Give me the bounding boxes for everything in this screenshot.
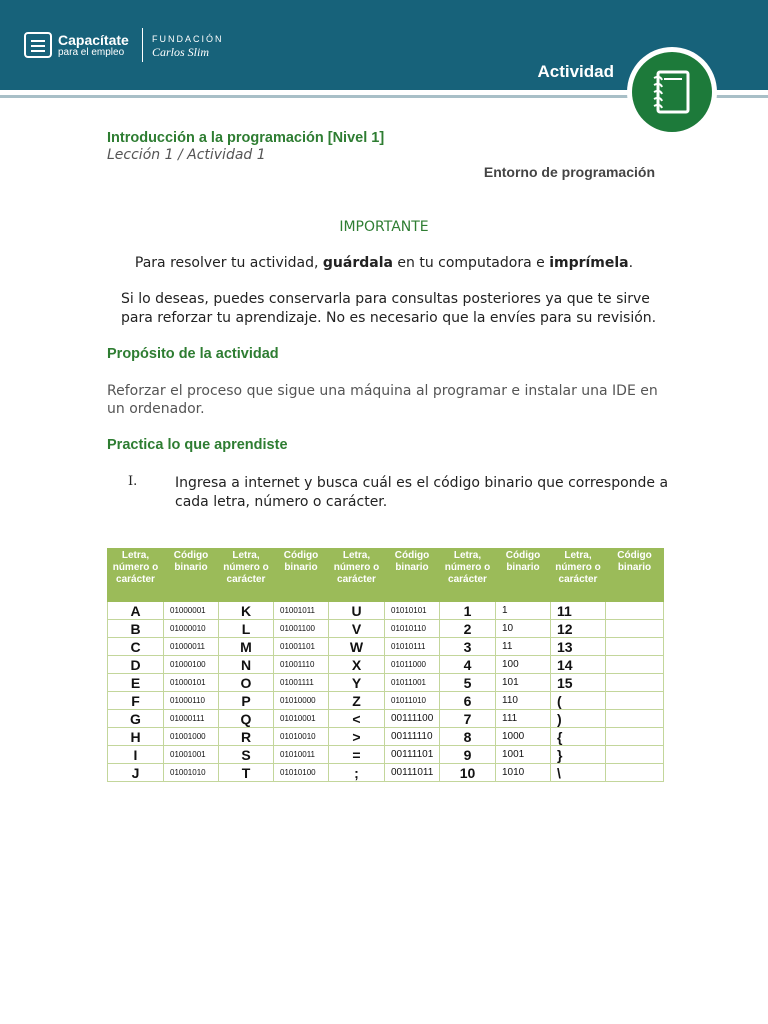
table-cell: 00111100 xyxy=(385,710,440,728)
table-cell: H xyxy=(108,728,164,746)
table-cell: } xyxy=(551,746,606,764)
table-cell xyxy=(606,638,664,656)
table-cell: F xyxy=(108,692,164,710)
table-cell: 01001101 xyxy=(274,638,329,656)
table-cell: 01001001 xyxy=(164,746,219,764)
table-cell: 01001000 xyxy=(164,728,219,746)
notebook-icon xyxy=(632,52,712,132)
foundation-label: FUNDACIÓN xyxy=(152,34,224,44)
table-cell: V xyxy=(329,620,385,638)
table-cell: W xyxy=(329,638,385,656)
table-cell: B xyxy=(108,620,164,638)
table-cell: N xyxy=(219,656,274,674)
table-cell: 12 xyxy=(551,620,606,638)
table-cell: U xyxy=(329,602,385,620)
table-cell: 01001111 xyxy=(274,674,329,692)
purpose-heading: Propósito de la actividad xyxy=(107,346,279,362)
table-cell: Q xyxy=(219,710,274,728)
table-cell: 5 xyxy=(440,674,496,692)
logo-tagline: para el empleo xyxy=(58,47,125,58)
table-cell: 01000011 xyxy=(164,638,219,656)
table-cell: 00111101 xyxy=(385,746,440,764)
table-cell: 9 xyxy=(440,746,496,764)
column-header: Letra, número o carácter xyxy=(108,549,164,602)
table-cell: L xyxy=(219,620,274,638)
table-cell: X xyxy=(329,656,385,674)
lesson-subtitle: Lección 1 / Actividad 1 xyxy=(107,147,266,163)
table-cell: 11 xyxy=(551,602,606,620)
table-row xyxy=(108,656,664,674)
logo-title: Capacítate xyxy=(58,32,129,48)
table-cell: G xyxy=(108,710,164,728)
table-cell: 01010101 xyxy=(385,602,440,620)
topic-label: Entorno de programación xyxy=(483,164,655,180)
table-row xyxy=(108,692,664,710)
table-cell: E xyxy=(108,674,164,692)
table-cell: 01011001 xyxy=(385,674,440,692)
table-cell: K xyxy=(219,602,274,620)
table-cell: 01001110 xyxy=(274,656,329,674)
table-cell xyxy=(606,602,664,620)
table-cell xyxy=(606,710,664,728)
table-cell xyxy=(606,692,664,710)
table-cell: 01010010 xyxy=(274,728,329,746)
table-row xyxy=(108,638,664,656)
table-cell xyxy=(606,620,664,638)
table-cell: S xyxy=(219,746,274,764)
column-header: Letra, número o carácter xyxy=(329,549,385,602)
table-cell: < xyxy=(329,710,385,728)
column-header: Código binario xyxy=(164,549,219,602)
table-cell: { xyxy=(551,728,606,746)
table-cell: = xyxy=(329,746,385,764)
table-cell: 13 xyxy=(551,638,606,656)
table-cell: 01000100 xyxy=(164,656,219,674)
table-cell: Y xyxy=(329,674,385,692)
table-cell: 1000 xyxy=(496,728,551,746)
table-cell: 1001 xyxy=(496,746,551,764)
column-header: Código binario xyxy=(274,549,329,602)
table-cell: 01010001 xyxy=(274,710,329,728)
table-cell: 00111011 xyxy=(385,764,440,782)
table-cell: 01010011 xyxy=(274,746,329,764)
table-cell: C xyxy=(108,638,164,656)
purpose-text: Reforzar el proceso que sigue una máquina al programar e instalar una IDE en un ordenador. xyxy=(107,383,658,417)
table-cell: 01001100 xyxy=(274,620,329,638)
save-instruction: Para resolver tu actividad, guárdala en tu computadora e imprímela. xyxy=(134,255,634,271)
table-cell: 01010110 xyxy=(385,620,440,638)
table-cell: 100 xyxy=(496,656,551,674)
table-cell: ; xyxy=(329,764,385,782)
column-header: Letra, número o carácter xyxy=(551,549,606,602)
keep-note: Si lo deseas, puedes conservarla para consultas posteriores ya que te sirve para reforzar tu aprendizaje. No es necesario que la envíes para su revisión. xyxy=(121,291,657,326)
table-cell: D xyxy=(108,656,164,674)
activity-label: Actividad xyxy=(537,62,614,81)
table-cell: ( xyxy=(551,692,606,710)
column-header: Letra, número o carácter xyxy=(440,549,496,602)
foundation-name: Carlos Slim xyxy=(152,45,210,59)
table-cell: \ xyxy=(551,764,606,782)
table-cell: 01011010 xyxy=(385,692,440,710)
table-cell xyxy=(606,656,664,674)
table-cell: 01000110 xyxy=(164,692,219,710)
exercise-number: I. xyxy=(128,474,138,489)
table-cell: > xyxy=(329,728,385,746)
table-cell: 01001010 xyxy=(164,764,219,782)
table-cell: 14 xyxy=(551,656,606,674)
table-cell: 111 xyxy=(496,710,551,728)
table-cell: T xyxy=(219,764,274,782)
table-cell: 10 xyxy=(496,620,551,638)
table-cell: 01000111 xyxy=(164,710,219,728)
table-cell: 01000101 xyxy=(164,674,219,692)
practice-heading: Practica lo que aprendiste xyxy=(107,437,288,453)
important-heading: IMPORTANTE xyxy=(339,219,429,235)
table-row xyxy=(108,764,664,782)
table-cell: 3 xyxy=(440,638,496,656)
table-cell: M xyxy=(219,638,274,656)
table-cell: 01011000 xyxy=(385,656,440,674)
exercise-text: Ingresa a internet y busca cuál es el código binario que corresponde a cada letra, número o carácter. xyxy=(175,475,669,510)
table-cell: 4 xyxy=(440,656,496,674)
table-cell: 01000010 xyxy=(164,620,219,638)
column-header: Código binario xyxy=(385,549,440,602)
table-cell: Z xyxy=(329,692,385,710)
table-cell: 01010100 xyxy=(274,764,329,782)
table-header-row xyxy=(108,549,664,602)
column-header: Código binario xyxy=(606,549,664,602)
table-cell: J xyxy=(108,764,164,782)
table-row xyxy=(108,746,664,764)
table-cell: 10 xyxy=(440,764,496,782)
table-cell: A xyxy=(108,602,164,620)
table-cell: 1 xyxy=(440,602,496,620)
table-cell: O xyxy=(219,674,274,692)
table-cell: I xyxy=(108,746,164,764)
table-cell: 2 xyxy=(440,620,496,638)
table-cell xyxy=(606,674,664,692)
column-header: Código binario xyxy=(496,549,551,602)
table-cell xyxy=(606,728,664,746)
logo-divider xyxy=(142,28,143,62)
binary-code-table xyxy=(107,548,664,782)
table-row xyxy=(108,674,664,692)
table-row xyxy=(108,602,664,620)
table-cell: 01010000 xyxy=(274,692,329,710)
table-cell: 101 xyxy=(496,674,551,692)
activity-badge xyxy=(627,47,717,137)
course-title: Introducción a la programación [Nivel 1] xyxy=(107,130,385,146)
table-cell: 6 xyxy=(440,692,496,710)
table-cell: 7 xyxy=(440,710,496,728)
table-row xyxy=(108,728,664,746)
table-cell: 8 xyxy=(440,728,496,746)
column-header: Letra, número o carácter xyxy=(219,549,274,602)
table-cell: 11 xyxy=(496,638,551,656)
table-row xyxy=(108,620,664,638)
table-cell: ) xyxy=(551,710,606,728)
table-cell: 1010 xyxy=(496,764,551,782)
table-cell: 01001011 xyxy=(274,602,329,620)
table-cell: 01010111 xyxy=(385,638,440,656)
table-cell: R xyxy=(219,728,274,746)
table-cell xyxy=(606,746,664,764)
table-row xyxy=(108,710,664,728)
table-cell: 15 xyxy=(551,674,606,692)
table-cell: P xyxy=(219,692,274,710)
table-cell: 1 xyxy=(496,602,551,620)
table-cell: 01000001 xyxy=(164,602,219,620)
table-cell: 110 xyxy=(496,692,551,710)
table-cell xyxy=(606,764,664,782)
notepad-icon xyxy=(24,32,52,58)
table-cell: 00111110 xyxy=(385,728,440,746)
